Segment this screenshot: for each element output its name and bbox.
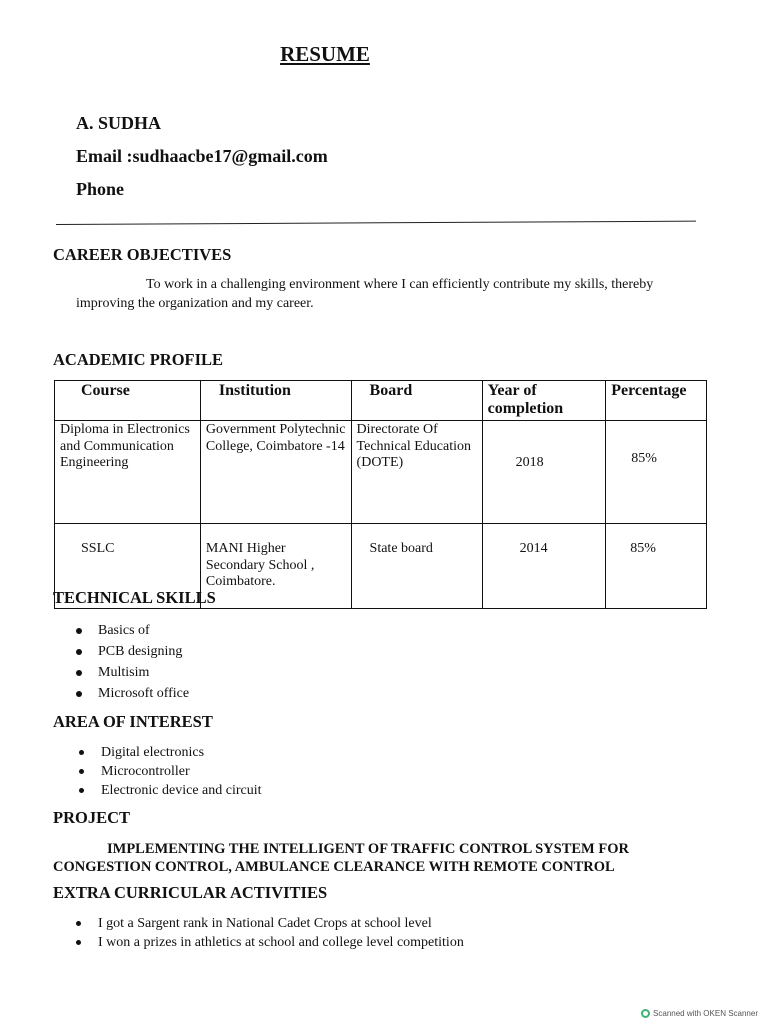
- list-item-text: Multisim: [98, 665, 150, 680]
- header-divider: [56, 221, 696, 225]
- cell-year: 2018: [482, 421, 606, 524]
- list-item: [76, 620, 189, 641]
- project-title-line-1: IMPLEMENTING THE INTELLIGENT OF TRAFFIC CONTROL SYSTEM FOR: [107, 841, 629, 857]
- list-item-text: Microcontroller: [101, 764, 190, 779]
- career-objectives-heading: CAREER OBJECTIVES: [53, 245, 232, 264]
- cell-percentage: 85%: [606, 524, 707, 609]
- list-item: [76, 914, 464, 933]
- bullet-icon: [76, 649, 82, 655]
- list-item: [76, 662, 189, 683]
- list-item-text: Digital electronics: [101, 745, 205, 760]
- bullet-icon: [76, 670, 82, 676]
- table-header-row: [55, 381, 707, 421]
- technical-skills-list: [76, 620, 189, 704]
- bullet-icon: [76, 921, 81, 926]
- column-header-course: Course: [55, 381, 201, 421]
- candidate-name: A. SUDHA: [76, 113, 162, 133]
- bullet-icon: [79, 788, 84, 793]
- list-item: [79, 762, 262, 781]
- scanner-text: Scanned with OKEN Scanner: [653, 1009, 758, 1018]
- bullet-icon: [79, 750, 84, 755]
- list-item: [79, 743, 262, 762]
- objective-line-1: To work in a challenging environment where I can efficiently contribute my skills, thereby: [146, 277, 654, 292]
- area-of-interest-heading: AREA OF INTEREST: [53, 712, 213, 731]
- career-objective-text: [76, 275, 704, 313]
- scanner-watermark: [641, 1009, 758, 1018]
- cell-institution: Government Polytechnic College, Coimbatore -14: [200, 421, 351, 524]
- cell-board: State board: [351, 524, 482, 609]
- list-item-text: Basics of: [98, 623, 150, 638]
- column-header-percentage: Percentage: [606, 381, 707, 421]
- cell-board: Directorate Of Technical Education (DOTE): [351, 421, 482, 524]
- list-item: [76, 683, 189, 704]
- cell-course: SSLC: [55, 524, 201, 609]
- bullet-icon: [76, 691, 82, 697]
- bullet-icon: [79, 769, 84, 774]
- academic-profile-heading: ACADEMIC PROFILE: [53, 350, 224, 369]
- area-of-interest-list: [79, 743, 262, 800]
- list-item: [76, 933, 464, 952]
- cell-percentage: 85%: [606, 421, 707, 524]
- cell-institution: MANI Higher Secondary School , Coimbatore.: [200, 524, 351, 609]
- column-header-board: Board: [351, 381, 482, 421]
- bullet-icon: [76, 940, 81, 945]
- list-item-text: I won a prizes in athletics at school and college level competition: [98, 935, 464, 950]
- technical-skills-heading: TECHNICAL SKILLS: [53, 588, 216, 607]
- list-item-text: I got a Sargent rank in National Cadet Crops at school level: [98, 916, 432, 931]
- extra-curricular-list: [76, 914, 464, 952]
- list-item: [76, 641, 189, 662]
- project-title-line-2: CONGESTION CONTROL, AMBULANCE CLEARANCE WITH REMOTE CONTROL: [53, 859, 615, 875]
- objective-line-2: improving the organization and my career.: [76, 296, 314, 311]
- column-header-year: Year of completion: [482, 381, 606, 421]
- phone-line: Phone: [76, 179, 125, 199]
- bullet-icon: [76, 628, 82, 634]
- project-heading: PROJECT: [53, 808, 131, 827]
- list-item-text: PCB designing: [98, 644, 183, 659]
- email-line: Email :sudhaacbe17@gmail.com: [76, 146, 328, 166]
- extra-curricular-heading: EXTRA CURRICULAR ACTIVITIES: [53, 883, 328, 902]
- cell-course: Diploma in Electronics and Communication Engineering: [55, 421, 201, 524]
- scanner-logo-icon: [641, 1009, 650, 1018]
- table-row: [55, 421, 707, 524]
- list-item-text: Electronic device and circuit: [101, 783, 262, 798]
- list-item: [79, 781, 262, 800]
- project-title: [53, 840, 693, 876]
- resume-title: RESUME: [280, 42, 370, 66]
- cell-year: 2014: [482, 524, 606, 609]
- list-item-text: Microsoft office: [98, 686, 190, 701]
- column-header-institution: Institution: [200, 381, 351, 421]
- academic-table: [54, 380, 707, 609]
